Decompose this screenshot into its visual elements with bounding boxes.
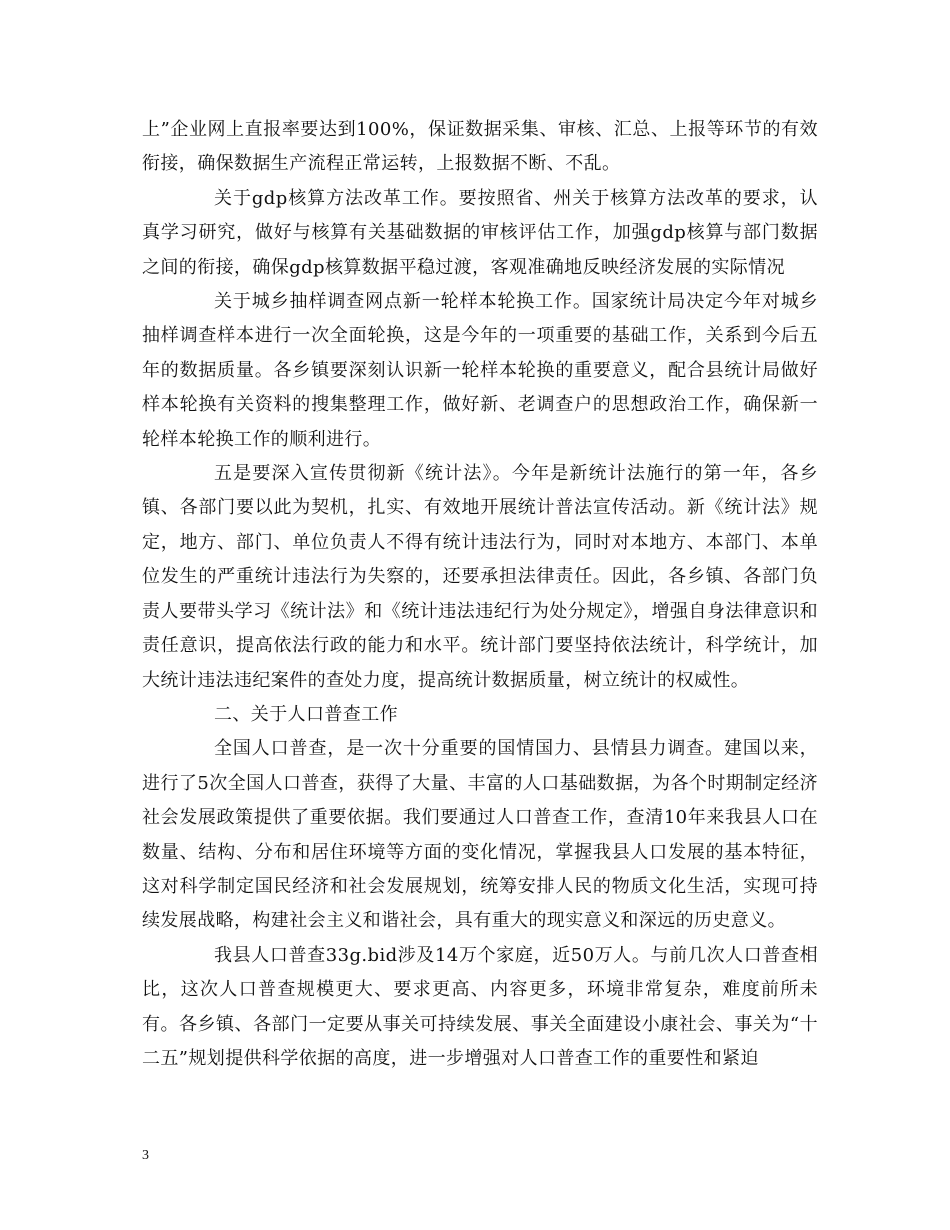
section-heading-census: 二、关于人口普查工作 [214,703,398,725]
paragraph-national-census: 全国人口普查，是一次十分重要的国情国力、县情县力调查。建国以来，进行了5次全国人口普查，获得了大量、丰富的人口基础数据，为各个时期制定经济社会发展政策提供了重要依据。我们要通过人口普查工作，查清10年来我县人口在数量、结构、分布和居住环境等方面的变化情况，掌握我县人口发展的基本特征，这对科学制定国民经济和社会发展规划，统筹安排人民的物质文化生活，实现可持续发展战略，构建社会主义和谐社会，具有重大的现实意义和深远的历史意义。 [142,738,818,932]
paragraph-sample-rotation: 关于城乡抽样调查网点新一轮样本轮换工作。国家统计局决定今年对城乡抽样调查样本进行一次全面轮换，这是今年的一项重要的基础工作，关系到今后五年的数据质量。各乡镇要深刻认识新一轮样本轮换的重要意义，配合县统计局做好样本轮换有关资料的搜集整理工作，做好新、老调查户的思想政治工作，确保新一轮样本轮换工作的顺利进行。 [142,291,818,450]
page-number: 3 [142,1148,149,1163]
document-body [142,113,818,1076]
paragraph-gdp-reform: 关于gdp核算方法改革工作。要按照省、州关于核算方法改革的要求，认真学习研究，做好与核算有关基础数据的审核评估工作，加强gdp核算与部门数据之间的衔接，确保gdp核算数据平稳过渡，客观准确地反映经济发展的实际情况 [142,187,818,278]
paragraph-statistics-law: 五是要深入宣传贯彻新《统计法》。今年是新统计法施行的第一年，各乡镇、各部门要以此为契机，扎实、有效地开展统计普法宣传活动。新《统计法》规定，地方、部门、单位负责人不得有统计违法行为，同时对本地方、本部门、本单位发生的严重统计违法行为失察的，还要承担法律责任。因此，各乡镇、各部门负责人要带头学习《统计法》和《统计违法违纪行为处分规定》，增强自身法律意识和责任意识，提高依法行政的能力和水平。统计部门要坚持依法统计，科学统计，加大统计违法违纪案件的查处力度，提高统计数据质量，树立统计的权威性。 [142,463,818,691]
paragraph-county-census: 我县人口普查33g.bid涉及14万个家庭，近50万人。与前几次人口普查相比，这次人口普查规模更大、要求更高、内容更多，环境非常复杂，难度前所未有。各乡镇、各部门一定要从事关可持续发展、事关全面建设小康社会、事关为“十二五”规划提供科学依据的高度，进一步增强对人口普查工作的重要性和紧迫 [142,944,818,1069]
paragraph-continued: 上”企业网上直报率要达到100%，保证数据采集、审核、汇总、上报等环节的有效衔接，确保数据生产流程正常运转，上报数据不断、不乱。 [142,119,818,175]
